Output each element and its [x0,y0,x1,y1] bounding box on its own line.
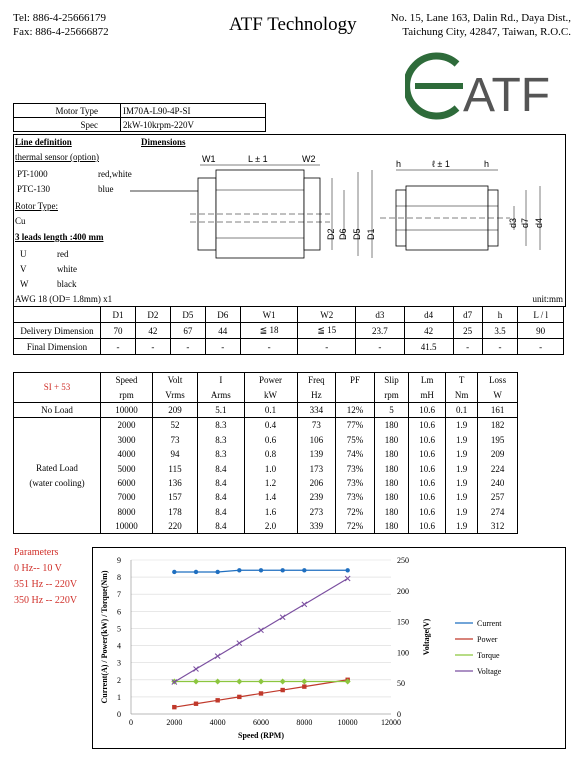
atf-logo [405,46,565,126]
perf-cell: 10.6 [409,447,446,461]
torque-point [258,678,264,684]
motor-type-value: IM70A-L90-4P-SI [121,104,266,118]
current-point [172,570,176,574]
perf-cell: 161 [478,402,518,417]
dim-cell: - [240,339,298,355]
perf-cell: 1.9 [446,490,478,504]
dim-cell: 44 [205,323,240,339]
line-definition-title: Line definition [15,137,72,147]
param-3: 350 Hz -- 220V [14,595,78,606]
dim-cell: Final Dimension [14,339,101,355]
perf-corner: SI + 53 [14,373,101,403]
perf-header-cell: T [446,373,478,388]
perf-cell: 8.3 [198,418,244,433]
perf-unit-cell: rpm [374,387,408,402]
perf-cell: 1.9 [446,476,478,490]
leads-length-label: 3 leads length :400 mm [15,232,104,242]
param-1: 0 Hz-- 10 V [14,563,62,574]
perf-cell: 10.6 [409,505,446,519]
perf-cell: 5.1 [198,402,244,417]
ptc130-color: blue [98,184,114,194]
y2-tick-label: 0 [397,710,401,719]
spec-label: Spec [14,118,121,132]
d6-label: D6 [338,228,348,240]
x-tick-label: 4000 [209,718,226,727]
perf-unit-cell [336,387,375,402]
perf-unit-cell: Vrms [152,387,197,402]
power-point [237,695,241,699]
dim-cell: 23.7 [356,323,405,339]
motor-type-label: Motor Type [14,104,121,118]
perf-cell: 2.0 [244,519,297,534]
perf-header-cell: Lm [409,373,446,388]
perf-cell: 1.9 [446,418,478,433]
current-point [215,570,219,574]
perf-cell: 180 [374,476,408,490]
y2-tick-label: 200 [397,586,409,596]
perf-cell: 157 [152,490,197,504]
power-point [172,705,176,709]
torque-point [215,678,221,684]
perf-cell: 339 [297,519,336,534]
perf-cell: 0.1 [244,402,297,417]
perf-rated-row [14,418,518,433]
perf-unit-cell: Arms [198,387,244,402]
perf-cell: 52 [152,418,197,433]
dim-cell: - [518,339,564,355]
current-point [237,568,241,572]
perf-cell: 8.4 [198,461,244,475]
spec-value: 2kW-10krpm-220V [121,118,266,132]
perf-unit-cell: kW [244,387,297,402]
perf-cell: 182 [478,418,518,433]
perf-cell: 75% [336,433,375,447]
perf-cell: 239 [297,490,336,504]
perf-unit-cell: mH [409,387,446,402]
perf-cell: 273 [297,505,336,519]
rated-load-cooling: (water cooling) [29,477,85,488]
x-tick-label: 6000 [253,718,269,727]
y-tick-label: 4 [117,641,121,651]
perf-cell: 5 [374,402,408,417]
perf-cell: 73% [336,490,375,504]
y-tick-label: 2 [117,675,121,685]
dim-cell: ≦ 18 [240,323,298,339]
dim-header-cell: d4 [404,307,453,323]
power-point [215,698,219,702]
awg-label: AWG 18 (OD= 1.8mm) x1 [15,294,113,304]
x-tick-label: 12000 [381,718,401,727]
d1-label: D1 [366,228,376,240]
dim-cell: - [101,339,136,355]
param-2: 351 Hz -- 220V [14,579,78,590]
dim-header-cell: d7 [453,307,482,323]
y2-tick-label: 150 [397,617,409,627]
perf-cell: 1.2 [244,476,297,490]
perf-cell: 1.9 [446,519,478,534]
dimension-table [13,306,564,355]
perf-cell: 139 [297,447,336,461]
y2-tick-label: 100 [397,648,409,658]
dim-header-cell: d3 [356,307,405,323]
perf-cell: 178 [152,505,197,519]
address-line-1: No. 15, Lane 163, Dalin Rd., Daya Dist., [390,12,571,24]
legend-label-current: Current [477,619,502,628]
perf-cell: 274 [478,505,518,519]
perf-cell: 173 [297,461,336,475]
perf-cell: 4000 [101,447,153,461]
perf-cell: 206 [297,476,336,490]
torque-point [280,678,286,684]
perf-cell: 0.4 [244,418,297,433]
dim-header-cell: h [482,307,518,323]
perf-cell: 180 [374,433,408,447]
perf-unit-cell: W [478,387,518,402]
dimensions-title: Dimensions [141,137,186,147]
perf-cell: 10.6 [409,418,446,433]
d2-label: D2 [326,228,336,240]
dim-header-cell [14,307,101,323]
perf-cell: 136 [152,476,197,490]
perf-cell: 10.6 [409,519,446,534]
dim-header-cell: L / l [518,307,564,323]
perf-cell: 1.9 [446,433,478,447]
w1-label: W1 [202,154,216,164]
dim-cell: - [482,339,518,355]
perf-cell: 6000 [101,476,153,490]
logo-text: ATF [463,69,551,122]
perf-cell: 3000 [101,433,153,447]
perf-header-cell: Freq [297,373,336,388]
torque-point [236,678,242,684]
perf-cell: 73% [336,461,375,475]
perf-cell: 115 [152,461,197,475]
dim-cell: 42 [404,323,453,339]
lead-w: W [20,279,29,289]
perf-cell: 10000 [101,402,153,417]
perf-header-cell: I [198,373,244,388]
dim-cell: - [170,339,205,355]
perf-cell: 73 [297,418,336,433]
perf-cell: 220 [152,519,197,534]
h2-label: h [484,159,490,169]
current-point [259,568,263,572]
dim-header-cell: D1 [101,307,136,323]
y2-tick-label: 250 [397,556,409,565]
d7-label: d7 [520,217,530,228]
perf-cell: 8.3 [198,433,244,447]
y2-tick-label: 50 [397,679,405,689]
perf-cell: 1.4 [244,490,297,504]
perf-header-cell: Loss [478,373,518,388]
y-tick-label: 0 [117,710,121,719]
legend-label-voltage: Voltage [477,667,502,676]
perf-cell: 257 [478,490,518,504]
y-tick-label: 3 [117,658,121,668]
unit-label: unit:mm [532,294,563,304]
lead-w-color: black [57,279,77,289]
dim-header-row [14,307,564,323]
perf-cell: 10.6 [409,476,446,490]
perf-cell: 209 [152,402,197,417]
perf-cell: 334 [297,402,336,417]
perf-cell: 312 [478,519,518,534]
perf-cell: 2000 [101,418,153,433]
x-tick-label: 8000 [296,718,313,727]
dim-cell: 3.5 [482,323,518,339]
perf-cell: 7000 [101,490,153,504]
power-point [259,691,263,695]
lead-v-color: white [57,264,77,274]
current-point [280,568,284,572]
dim-header-cell: D5 [170,307,205,323]
torque-point [301,678,307,684]
perf-cell: 94 [152,447,197,461]
lead-v: V [20,264,27,274]
legend-label-torque: Torque [477,651,500,660]
lead-u: U [20,249,27,259]
d3-label: d3 [508,217,518,228]
perf-cell: 72% [336,519,375,534]
perf-header-row [14,373,518,388]
dim-cell: Delivery Dimension [14,323,101,339]
perf-cell: 180 [374,461,408,475]
pt1000-color: red,white [98,169,132,179]
perf-cell: 0.6 [244,433,297,447]
fax-text: Fax: 886-4-25666872 [13,26,109,38]
d5-label: D5 [352,228,362,240]
dim-cell: 41.5 [404,339,453,355]
dim-cell: - [453,339,482,355]
tel-text: Tel: 886-4-25666179 [13,12,107,24]
perf-cell: 1.0 [244,461,297,475]
x-tick-label: 0 [129,718,133,727]
current-point [302,568,306,572]
dim-cell: 25 [453,323,482,339]
perf-cell: 5000 [101,461,153,475]
perf-cell: 74% [336,447,375,461]
dim-cell: ≦ 15 [298,323,356,339]
y-tick-label: 8 [117,573,121,583]
dim-header-cell: D2 [135,307,170,323]
dim-header-cell: D6 [205,307,240,323]
perf-cell: 73 [152,433,197,447]
legend-label-power: Power [477,635,498,644]
lead-u-color: red [57,249,69,259]
y-tick-label: 1 [117,692,121,702]
perf-cell: 180 [374,418,408,433]
perf-header-cell: PF [336,373,375,388]
perf-cell: 0.8 [244,447,297,461]
power-point [194,702,198,706]
performance-chart [92,547,566,749]
torque-point [193,678,199,684]
perf-header-cell: Speed [101,373,153,388]
perf-noload-row [14,402,518,417]
dim-header-cell: W2 [298,307,356,323]
perf-cell: 77% [336,418,375,433]
w2-label: W2 [302,154,316,164]
h1-label: h [396,159,402,169]
dim-cell: 90 [518,323,564,339]
perf-cell: 0.1 [446,402,478,417]
perf-cell: 12% [336,402,375,417]
l-label: L ± 1 [248,154,268,164]
x-axis-title: Speed (RPM) [238,731,284,740]
y2-axis-title: Voltage(V) [422,618,431,656]
perf-cell: 180 [374,490,408,504]
power-point [302,684,306,688]
rotor-material: Cu [15,216,26,226]
y-tick-label: 7 [117,590,121,600]
perf-cell: 1.9 [446,505,478,519]
perf-cell: 240 [478,476,518,490]
l2-label: ℓ ± 1 [432,159,450,169]
perf-cell: 106 [297,433,336,447]
dim-cell: - [205,339,240,355]
dim-delivery-row [14,323,564,339]
perf-cell: 10000 [101,519,153,534]
perf-cell: 1.9 [446,447,478,461]
dim-cell: - [298,339,356,355]
perf-cell: 8000 [101,505,153,519]
perf-cell: 209 [478,447,518,461]
perf-header-cell: Slip [374,373,408,388]
perf-header-cell: Power [244,373,297,388]
perf-cell: 8.4 [198,490,244,504]
perf-cell: 180 [374,447,408,461]
perf-cell: 8.4 [198,519,244,534]
perf-cell: 224 [478,461,518,475]
dim-cell: 70 [101,323,136,339]
perf-cell: 72% [336,505,375,519]
thermal-sensor-label: thermal sensor (option) [15,152,99,162]
current-point [194,570,198,574]
address-line-2: Taichung City, 42847, Taiwan, R.O.C. [402,26,571,38]
perf-cell: 180 [374,505,408,519]
current-point [345,568,349,572]
perf-cell: 8.3 [198,447,244,461]
pt1000-label: PT-1000 [17,169,48,179]
dim-final-row [14,339,564,355]
d4-label: d4 [534,217,544,228]
dim-cell: 67 [170,323,205,339]
perf-cell: 180 [374,519,408,534]
x-tick-label: 10000 [337,718,358,727]
rotor-type-label: Rotor Type: [15,201,58,211]
perf-cell: 10.6 [409,402,446,417]
perf-cell: 195 [478,433,518,447]
dim-header-cell: W1 [240,307,298,323]
perf-cell: 73% [336,476,375,490]
dimension-drawing [130,150,560,295]
y-tick-label: 9 [117,556,121,565]
perf-unit-cell: rpm [101,387,153,402]
params-title: Parameters [14,547,59,558]
perf-cell: 10.6 [409,461,446,475]
spec-table [13,103,266,132]
perf-cell: 8.4 [198,505,244,519]
x-tick-label: 2000 [166,718,183,727]
dim-cell: 42 [135,323,170,339]
y-tick-label: 5 [117,624,121,634]
rated-load-title: Rated Load [36,462,78,473]
perf-cell: 1.6 [244,505,297,519]
perf-cell: 1.9 [446,461,478,475]
y-axis-title: Current(A) / Power(kW) / Torque(Nm) [100,570,109,704]
ptc130-label: PTC-130 [17,184,51,194]
dim-cell: - [356,339,405,355]
dim-cell: - [135,339,170,355]
no-load-label: No Load [14,402,101,417]
company-name: ATF Technology [229,14,357,35]
y-tick-label: 6 [117,607,121,617]
perf-cell: 10.6 [409,490,446,504]
performance-table [13,372,518,534]
perf-cell: 10.6 [409,433,446,447]
perf-cell: 8.4 [198,476,244,490]
perf-unit-cell: Hz [297,387,336,402]
rated-load-label [14,418,101,534]
power-point [280,688,284,692]
perf-unit-cell: Nm [446,387,478,402]
perf-header-cell: Volt [152,373,197,388]
